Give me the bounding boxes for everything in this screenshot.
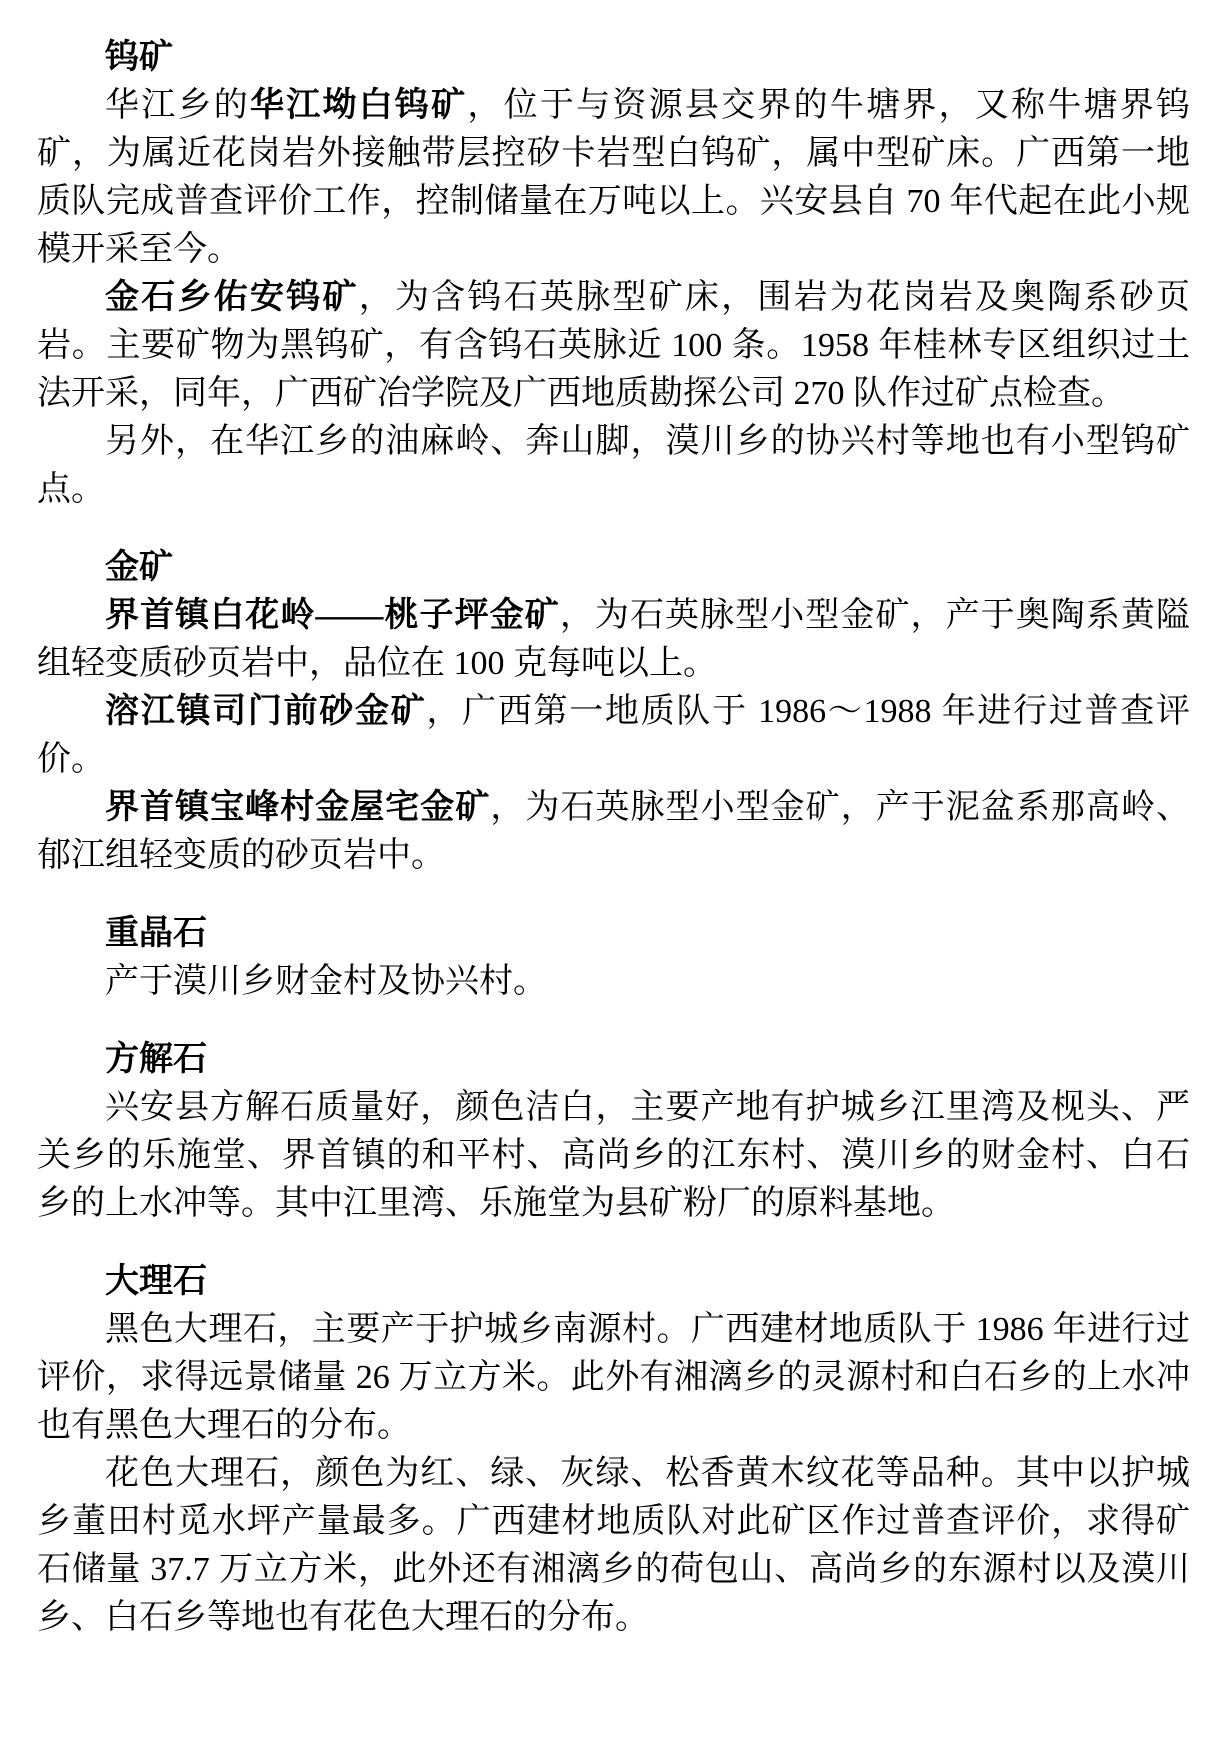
mine-name: 界首镇白花岭——桃子坪金矿 — [105, 597, 560, 634]
paragraph-text: 另外，在华江乡的油麻岭、奔山脚，漠川乡的协兴村等地也有小型钨矿点。 — [37, 423, 1190, 508]
paragraph — [37, 1084, 1190, 1228]
paragraph — [37, 784, 1190, 880]
paragraph-text: ，为石英脉型小型金矿，产于泥盆系那高岭、郁江组轻变质的砂页岩中。 — [37, 789, 1191, 874]
paragraph — [37, 1450, 1190, 1642]
paragraph-text: 产于漠川乡财金村及协兴村。 — [105, 963, 547, 1000]
paragraph — [37, 958, 1190, 1006]
paragraph — [37, 418, 1190, 514]
section-calcite — [37, 1036, 1190, 1228]
paragraph-text: 兴安县方解石质量好，颜色洁白，主要产地有护城乡江里湾及枧头、严关乡的乐施堂、界首镇的和平村、高尚乡的江东村、漠川乡的财金村、白石乡的上水冲等。其中江里湾、乐施堂为县矿粉厂的原料基地。 — [37, 1089, 1190, 1222]
paragraph-text: ，为含钨石英脉型矿床，围岩为花岗岩及奥陶系砂页岩。主要矿物为黑钨矿，有含钨石英脉近 100 条。1958 年桂林专区组织过土法开采，同年，广西矿冶学院及广西地质勘探公司 270 队作过矿点检查。 — [37, 279, 1191, 412]
section-heading: 方解石 — [105, 1041, 207, 1078]
mine-name: 溶江镇司门前砂金矿 — [105, 693, 427, 730]
paragraph — [37, 274, 1190, 418]
paragraph — [37, 1306, 1190, 1450]
paragraph-text: 花色大理石，颜色为红、绿、灰绿、松香黄木纹花等品种。其中以护城乡董田村觅水坪产量最多。广西建材地质队对此矿区作过普查评价，求得矿石储量 37.7 万立方米，此外还有湘漓乡的荷包山、高尚乡的东源村以及漠川乡、白石乡等地也有花色大理石的分布。 — [37, 1455, 1190, 1636]
mine-name: 金石乡佑安钨矿 — [105, 279, 359, 316]
paragraph-text: 华江乡的 — [105, 87, 250, 124]
section-tungsten-ore — [37, 34, 1190, 514]
section-heading: 重晶石 — [105, 915, 207, 952]
paragraph — [37, 592, 1190, 688]
paragraph — [37, 82, 1190, 274]
paragraph-text: 黑色大理石，主要产于护城乡南源村。广西建材地质队于 1986 年进行过评价，求得远景储量 26 万立方米。此外有湘漓乡的灵源村和白石乡的上水冲也有黑色大理石的分布。 — [37, 1311, 1190, 1444]
section-heading: 大理石 — [105, 1263, 207, 1300]
paragraph-text: ，为石英脉型小型金矿，产于奥陶系黄隘组轻变质砂页岩中，品位在 100 克每吨以上。 — [37, 597, 1190, 682]
section-heading: 金矿 — [105, 549, 173, 586]
section-marble — [37, 1258, 1190, 1642]
paragraph — [37, 688, 1190, 784]
section-gold-ore — [37, 544, 1190, 880]
paragraph-text: ，广西第一地质队于 1986～1988 年进行过普查评价。 — [37, 693, 1191, 778]
section-heading: 钨矿 — [105, 39, 173, 76]
mine-name: 华江坳白钨矿 — [249, 87, 468, 124]
mine-name: 界首镇宝峰村金屋宅金矿 — [105, 789, 491, 826]
paragraph-text: ，位于与资源县交界的牛塘界，又称牛塘界钨矿，为属近花岗岩外接触带层控矽卡岩型白钨矿，属中型矿床。广西第一地质队完成普查评价工作，控制储量在万吨以上。兴安县自 70 年代起在此小规模开采至今。 — [37, 87, 1191, 268]
section-barite — [37, 910, 1190, 1006]
